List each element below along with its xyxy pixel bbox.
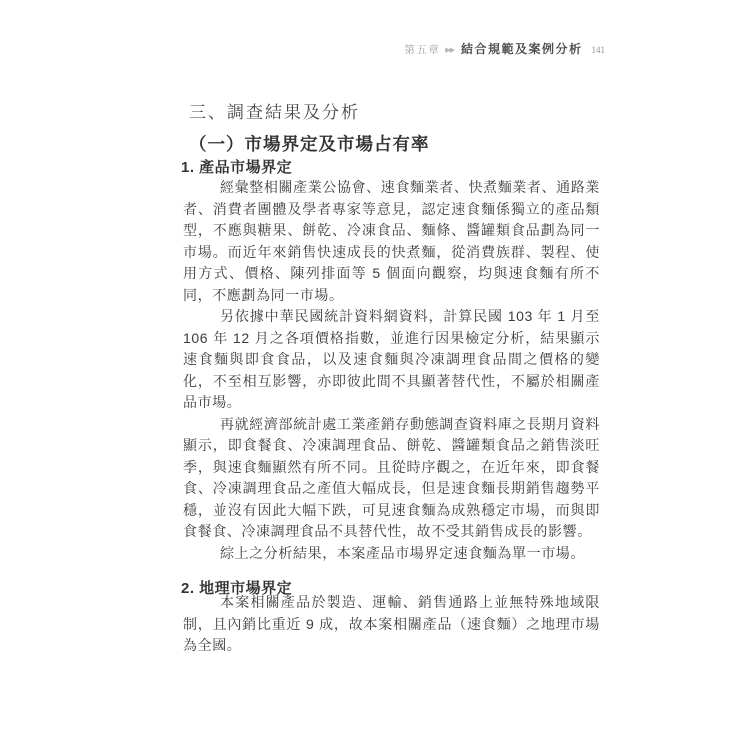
geographic-market-heading: 2. 地理市場界定	[181, 580, 293, 597]
paragraph-product-1: 經彙整相關產業公協會、速食麵業者、快煮麵業者、通路業者、消費者團體及學者專家等意見，認定速食麵係獨立的產品類型，不應與糖果、餅乾、冷凍食品、麵條、醬罐類食品劃為同一市場。而近年來銷售快速成長的快煮麵，從消費族群、製程、使用方式、價格、陳列排面等 5 個面向觀察，均與速食麵有所不同，不應劃為同一市場。	[183, 179, 600, 303]
paragraph-product-2: 另依據中華民國統計資料網資料，計算民國 103 年 1 月至 106 年 12 月之各項價格指數，並進行因果檢定分析，結果顯示速食麵與即食食品，以及速食麵與冷凍調理食品間之價格的變化，不至相互影響，亦即彼此間不具顯著替代性，不屬於相關產品市場。	[183, 308, 600, 410]
running-header	[0, 40, 605, 58]
subsection-title: （一）市場界定及市場占有率	[189, 134, 430, 154]
paragraph-geographic-1: 本案相關產品於製造、運輸、銷售通路上並無特殊地域限制，且內銷比重近 9 成，故本案相關產品（速食麵）之地理市場為全國。	[183, 594, 600, 653]
geographic-market-body	[183, 592, 600, 657]
running-header-title: 結合規範及案例分析	[460, 42, 583, 56]
paragraph-product-3: 再就經濟部統計處工業產銷存動態調查資料庫之長期月資料顯示，即食餐食、冷凍調理食品、餅乾、醬罐類食品之銷售淡旺季，與速食麵顯然有所不同。且從時序觀之，在近年來，即食餐食、冷凍調理食品之產值大幅成長，但是速食麵長期銷售趨勢平穩，並沒有因此大幅下跌，可見速食麵為成熟穩定市場，而與即食餐食、冷凍調理食品不具替代性，故不受其銷售成長的影響。	[183, 415, 600, 539]
section-title: 三、調查結果及分析	[189, 103, 360, 122]
product-market-heading: 1. 產品市場界定	[181, 159, 293, 176]
page-number: 141	[591, 45, 605, 55]
paragraph-product-4: 綜上之分析結果，本案產品市場界定速食麵為單一市場。	[220, 544, 585, 561]
chapter-label: 第五章	[404, 44, 441, 56]
double-right-arrow-icon: ▶▶	[445, 47, 454, 54]
product-market-body	[183, 177, 600, 564]
